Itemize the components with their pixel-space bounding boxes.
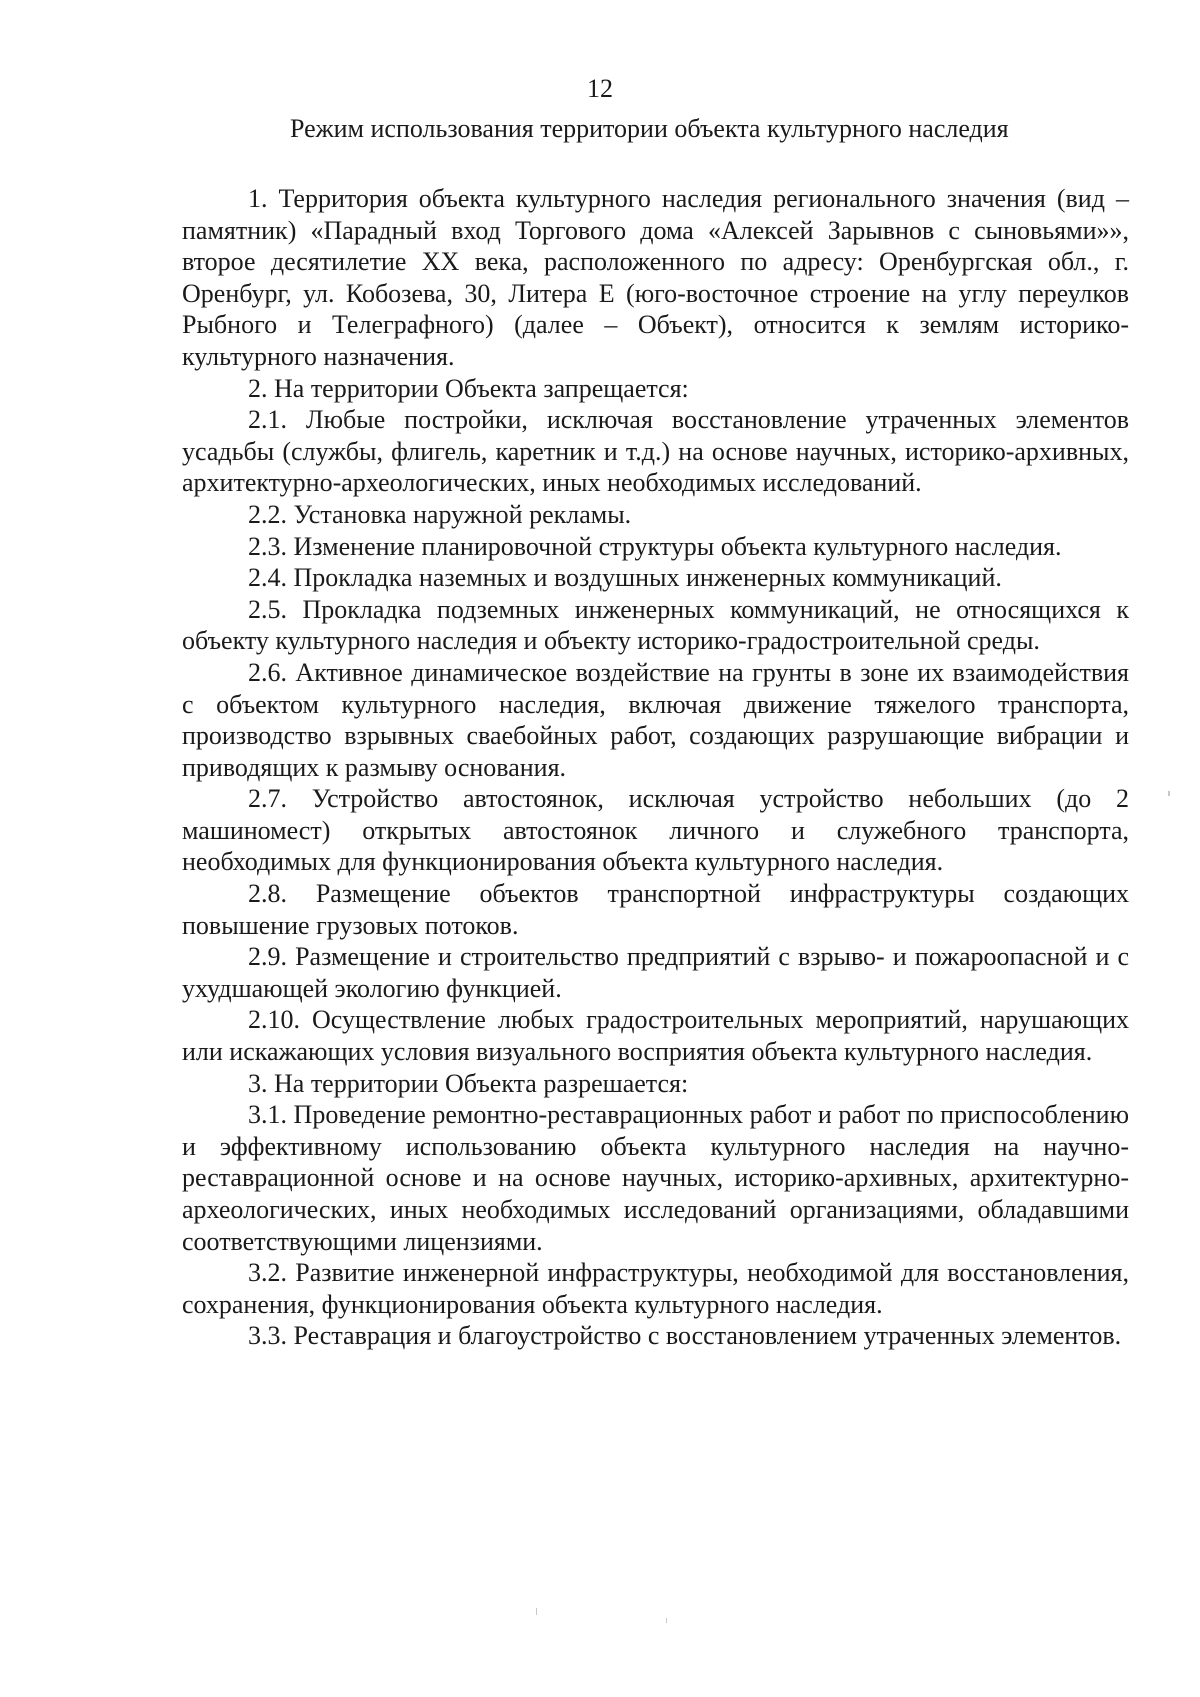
document-body — [182, 183, 1129, 1352]
paragraph-2-8: 2.8. Размещение объектов транспортной инфраструктуры создающих повышение грузовых потоков. — [182, 879, 1129, 940]
paragraph-3-3: 3.3. Реставрация и благоустройство с восстановлением утраченных элементов. — [248, 1321, 1122, 1351]
paragraph-3-1: 3.1. Проведение ремонтно-реставрационных работ и работ по приспособлению и эффективному использованию объекта культурного наследия на научно-реставрационной основе и на основе научных, историко-архивных, архитектурно-археологических, иных необходимых исследований организациями, обладавшими соответствующими лицензиями. — [182, 1100, 1129, 1256]
paragraph-2-1: 2.1. Любые постройки, исключая восстановление утраченных элементов усадьбы (службы, флигель, каретник и т.д.) на основе научных, историко-архивных, архитектурно-археологических, иных необходимых исследований. — [182, 405, 1129, 498]
paragraph-2-6: 2.6. Активное динамическое воздействие на грунты в зоне их взаимодействия с объектом культурного наследия, включая движение тяжелого транспорта, производство взрывных сваебойных работ, создающих разрушающие вибрации и приводящих к размыву основания. — [182, 657, 1129, 782]
paragraph-2-3: 2.3. Изменение планировочной структуры объекта культурного наследия. — [248, 531, 1062, 561]
paragraph-territory: 1. Территория объекта культурного наследия регионального значения (вид – памятник) «Парадный вход Торгового дома «Алексей Зарывнов с сыновьями»», второе десятилетие XX века, расположенного по адресу: Оренбургская обл., г. Оренбург, ул. Кобозева, 30, Литера Е (юго-восточное строение на углу переулков Рыбного и Телеграфного) (далее – Объект), относится к землям историко-культурного назначения. — [182, 184, 1129, 371]
page-number: 12 — [587, 74, 613, 103]
paragraph-prohibited-heading: 2. На территории Объекта запрещается: — [248, 373, 689, 403]
paragraph-2-10: 2.10. Осуществление любых градостроительных мероприятий, нарушающих или искажающих условия визуального восприятия объекта культурного наследия. — [182, 1005, 1129, 1067]
paragraph-allowed-heading: 3. На территории Объекта разрешается: — [248, 1068, 689, 1098]
paragraph-2-5: 2.5. Прокладка подземных инженерных коммуникаций, не относящихся к объекту культурного наследия и объекту историко-градостроительной среды. — [182, 594, 1129, 656]
scan-speck — [1168, 791, 1170, 796]
page-title: Режим использования территории объекта культурного наследия — [290, 114, 1009, 143]
scan-speck — [666, 1618, 667, 1623]
paragraph-3-2: 3.2. Развитие инженерной инфраструктуры, необходимой для восстановления, сохранения, функционирования объекта культурного наследия. — [182, 1258, 1129, 1319]
scan-speck — [536, 1608, 537, 1615]
paragraph-2-7: 2.7. Устройство автостоянок, исключая устройство небольших (до 2 машиномест) открытых автостоянок личного и служебного транспорта, необходимых для функционирования объекта культурного наследия. — [182, 784, 1129, 877]
paragraph-2-9: 2.9. Размещение и строительство предприятий с взрыво- и пожароопасной и с ухудшающей экологию функцией. — [182, 942, 1129, 1003]
paragraph-2-2: 2.2. Установка наружной рекламы. — [248, 499, 632, 529]
paragraph-2-4: 2.4. Прокладка наземных и воздушных инженерных коммуникаций. — [248, 563, 1002, 593]
